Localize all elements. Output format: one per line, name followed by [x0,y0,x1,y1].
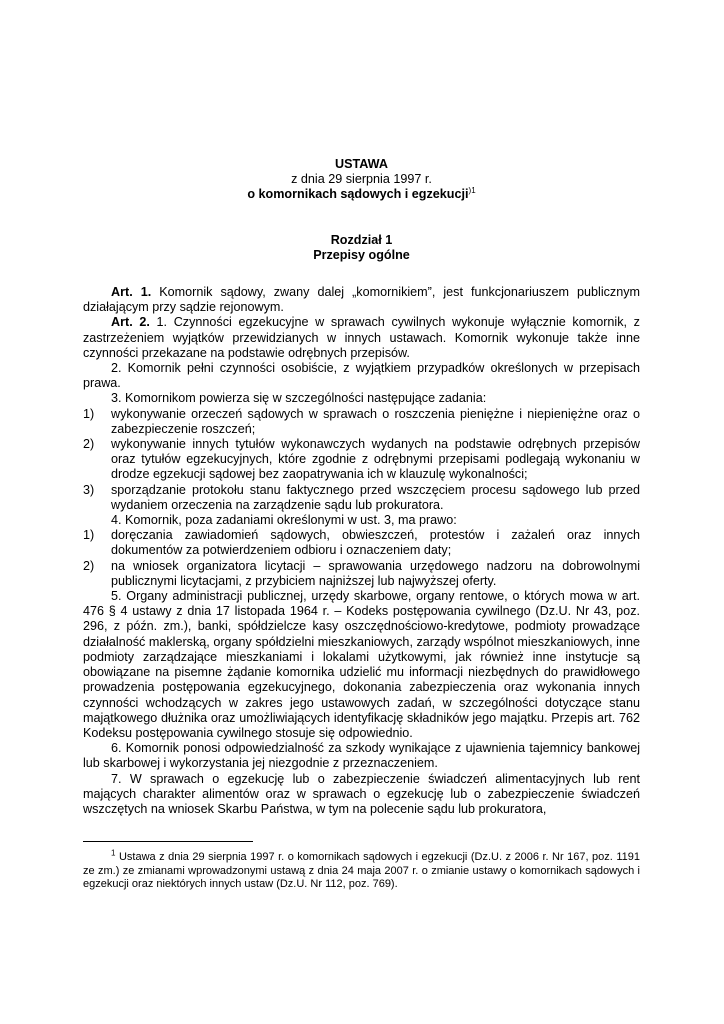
list-item-text: wykonywanie orzeczeń sądowych w sprawach o roszczenia pieniężne i niepieniężne oraz o zabezpieczenie roszczeń; [111,406,640,436]
footnote-text: Ustawa z dnia 29 sierpnia 1997 r. o komornikach sądowych i egzekucji (Dz.U. z 2006 r. Nr 167, poz. 1191 ze zm.) ze zmianami wprowadzonymi ustawą z dnia 24 maja 2007 r. o zmianie ustawy o komornikach sądowych i egzekucji oraz niektórych innych ustaw (Dz.U. Nr 112, poz. 769). [83,851,640,890]
article-2-para-1 [83,315,640,361]
article-2-para-2: 2. Komornik pełni czynności osobiście, z wyjątkiem przypadków określonych w przepisach prawa. [83,361,640,391]
list-item [83,407,640,437]
list-item-text: wykonywanie innych tytułów wykonawczych wydanych na podstawie odrębnych przepisów oraz tytułów egzekucyjnych, które zgodnie z odrębnymi przepisami podlegają wykonaniu w drodze egzekucji sądowej bez zaopatrywania ich w klauzulę wykonalności; [111,437,640,482]
chapter-title: Przepisy ogólne [313,247,410,262]
list-item [83,437,640,483]
list-item [83,528,640,558]
footnote-text-line [83,848,640,892]
article-1 [83,285,640,315]
article-2-para-5: 5. Organy administracji publicznej, urzędy skarbowe, organy rentowe, o których mowa w art. 476 § 4 ustawy z dnia 17 listopada 1964 r. – Kodeks postępowania cywilnego (Dz.U. Nr 43, poz. 296, z późn. zm.), banki, spółdzielcze kasy oszczędnościowo-kredytowe, podmioty prowadzące działalność maklerską, organy spółdzielni mieszkaniowych, zarządy wspólnot mieszkaniowych, inne podmioty zarządzające mieszkaniami i lokalami użytkowymi, jak również inne instytucje są obowiązane na pisemne żądanie komornika udzielić mu informacji niezbędnych do prawidłowego prowadzenia postępowania egzekucyjnego, dokonania zabezpieczenia oraz wykonania innych czynności wchodzących w zakres jego ustawowych zadań, w szczególności dotyczące stanu majątkowego dłużnika oraz umożliwiających identyfikację składników jego majątku. Przepis art. 762 Kodeksu postępowania cywilnego stosuje się odpowiednio. [83,589,640,740]
document-body [83,157,640,817]
act-subject-marker: ) [468,186,472,196]
footnote-divider [83,841,253,842]
list-item-number: 3) [83,482,95,497]
article-2-para-3: 3. Komornikom powierza się w szczególności następujące zadania: [111,391,487,406]
article-1-text: Komornik sądowy, zwany dalej „komornikiem”, jest funkcjonariuszem publicznym działającym przy sądzie rejonowym. [83,285,641,315]
act-date: z dnia 29 sierpnia 1997 r. [291,172,432,187]
list-item-number: 1) [83,528,95,543]
footnote-reference: 1 [471,186,476,196]
article-2-para-4: 4. Komornik, poza zadaniami określonymi w ust. 3, ma prawo: [111,513,457,528]
article-2-para-7: 7. W sprawach o egzekucję lub o zabezpieczenie świadczeń alimentacyjnych lub rent mających charakter alimentów oraz w sprawach o egzekucję lub o zabezpieczenie świadczeń wszczętych na wniosek Skarbu Państwa, w tym na polecenie sądu lub prokuratora, [83,771,640,816]
article-2-label: Art. 2. [111,315,150,330]
list-item-text: na wniosek organizatora licytacji – sprawowania urzędowego nadzoru na dobrowolnymi publicznymi licytacjami, z przybiciem najniższej lub najwyższej oferty. [111,558,640,588]
footnote-marker: 1 [111,848,116,858]
article-1-label: Art. 1. [111,285,152,300]
footnote [83,848,640,892]
chapter-number: Rozdział 1 [330,232,393,247]
act-subject [83,187,640,202]
list-item-number: 2) [83,437,95,452]
act-subject-text: o komornikach sądowych i egzekucji [247,187,469,202]
list-item-text: sporządzanie protokołu stanu faktycznego przed wszczęciem procesu sądowego lub przed wydaniem orzeczenia na zarządzenie sądu lub prokuratora. [111,482,640,512]
article-2-para-6: 6. Komornik ponosi odpowiedzialność za szkody wynikające z ujawnienia tajemnicy bankowej lub skarbowej i wykorzystania jej niezgodnie z przeznaczeniem. [83,741,640,771]
list-item [83,559,640,589]
list-item [83,483,640,513]
act-title: USTAWA [335,157,388,171]
list-item-number: 2) [83,558,95,573]
list-item-text: doręczania zawiadomień sądowych, obwieszczeń, protestów i zażaleń oraz innych dokumentów za potwierdzeniem odbioru i oznaczeniem daty; [111,528,640,558]
list-item-number: 1) [83,406,95,421]
article-2-para-1-text: 1. Czynności egzekucyjne w sprawach cywilnych wykonuje wyłącznie komornik, z zastrzeżeniem wyjątków przewidzianych w innych ustawach. Komornik wykonuje także inne czynności przekazane na podstawie odrębnych przepisów. [83,315,640,360]
